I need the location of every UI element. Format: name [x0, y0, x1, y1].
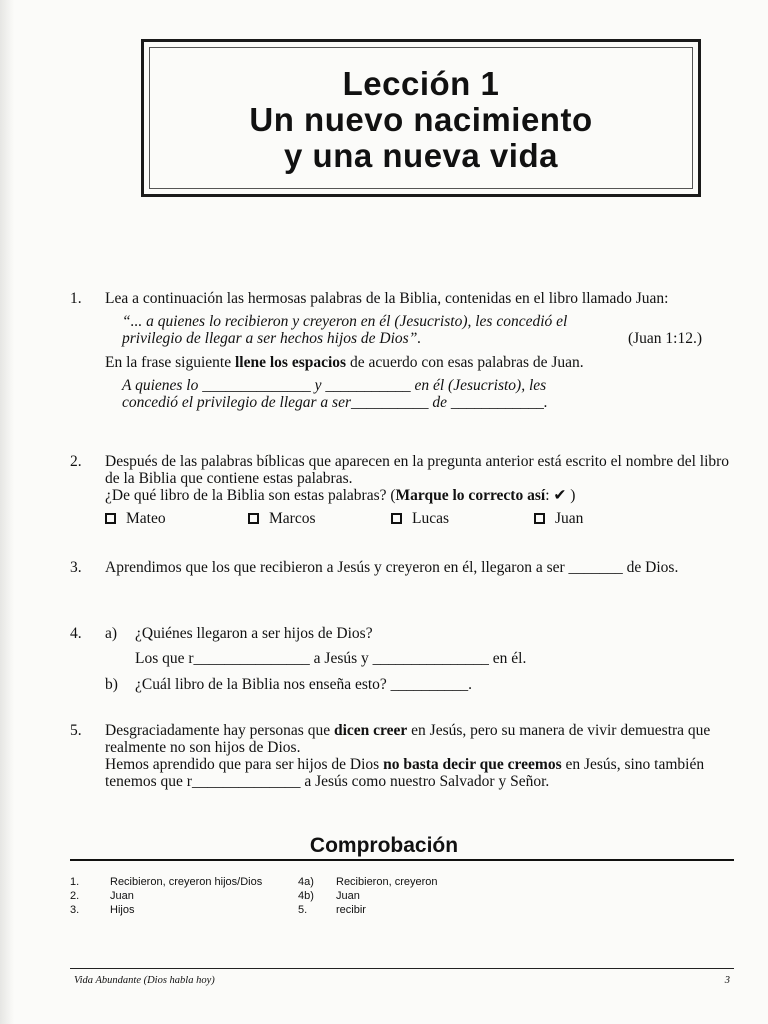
question-number: 1.: [70, 290, 82, 307]
bible-quote-line1: “... a quienes lo recibieron y creyeron en él (Jesucristo), les concedió el: [122, 313, 568, 330]
footer-book-title: Vida Abundante (Dios habla hoy): [74, 975, 215, 986]
bible-quote-reference: (Juan 1:12.): [627, 330, 702, 347]
answer-key: [70, 875, 496, 917]
fill-in-sentence: [122, 377, 730, 411]
fill-in-line1: A quienes lo ______________ y ___________ en él (Jesucristo), les: [122, 377, 547, 394]
checkbox-icon[interactable]: [105, 513, 116, 524]
option-juan[interactable]: [534, 510, 677, 527]
bible-quote-line2: privilegio de llegar a ser hechos hijos de Dios”.: [122, 330, 422, 347]
title-box: [141, 39, 701, 197]
question-5-paragraph2: Hemos aprendido que para ser hijos de Dios no basta decir que creemos en Jesús, sino también tenemos que r______________ a Jesús como nuestro Salvador y Señor.: [105, 756, 705, 790]
question-number: 5.: [70, 722, 82, 739]
question-3-text: Aprendimos que los que recibieron a Jesús y creyeron en él, llegaron a ser _______ de Dios.: [105, 559, 679, 576]
question-2-ask: ¿De qué libro de la Biblia son estas palabras? (Marque lo correcto así: ✔ ): [105, 487, 576, 504]
question-1-instruction: En la frase siguiente llene los espacios de acuerdo con esas palabras de Juan.: [105, 354, 584, 371]
option-marcos[interactable]: [248, 510, 391, 527]
option-label: Mateo: [126, 510, 166, 527]
question-4a-text: ¿Quiénes llegaron a ser hijos de Dios?: [135, 625, 373, 642]
part-a-label: a): [105, 625, 118, 642]
question-4a-fill: Los que r_______________ a Jesús y _______________ en él.: [135, 650, 527, 667]
option-label: Marcos: [269, 510, 316, 527]
option-mateo[interactable]: [105, 510, 248, 527]
question-2-text: Después de las palabras bíblicas que aparecen en la pregunta anterior está escrito el nombre del libro de la Biblia que contiene estas palabras.: [105, 453, 730, 487]
book-options: [105, 510, 730, 527]
question-number: 4.: [70, 625, 82, 642]
question-1-intro: Lea a continuación las hermosas palabras de la Biblia, contenidas en el libro llamado Juan:: [105, 290, 669, 307]
lesson-title-line3: y una nueva vida: [284, 137, 558, 174]
part-b-label: b): [105, 676, 118, 693]
answer-row: 2. Juan 4b) Juan: [70, 890, 360, 902]
checkbox-icon[interactable]: [248, 513, 259, 524]
lesson-title-line2: Un nuevo nacimiento: [249, 101, 593, 138]
fill-in-line2: concedió el privilegio de llegar a ser__________ de ____________.: [122, 394, 548, 411]
question-number: 3.: [70, 559, 82, 576]
option-label: Lucas: [412, 510, 450, 527]
question-1: [70, 290, 730, 411]
answer-row: 3. Hijos 5. recibir: [70, 904, 366, 916]
checkbox-icon[interactable]: [391, 513, 402, 524]
lesson-number: Lección 1: [342, 65, 500, 102]
question-5-paragraph1: Desgraciadamente hay personas que dicen creer en Jesús, pero su manera de vivir demuestra que realmente no son hijos de Dios.: [105, 722, 711, 756]
page-footer: [74, 975, 730, 986]
option-lucas[interactable]: [391, 510, 534, 527]
option-label: Juan: [555, 510, 584, 527]
page-number: 3: [724, 975, 730, 986]
lesson-title: [144, 66, 698, 174]
question-3: [70, 559, 730, 576]
answer-key-heading: Comprobación: [309, 834, 459, 857]
answer-row: 1. Recibieron, creyeron hijos/Dios 4a) Recibieron, creyeron: [70, 876, 438, 888]
question-4b-text: ¿Cuál libro de la Biblia nos enseña esto? __________.: [135, 676, 473, 693]
question-number: 2.: [70, 453, 82, 470]
page-edge-shadow: [0, 0, 14, 1024]
question-5: [70, 722, 730, 790]
question-2: [70, 453, 730, 527]
question-4: [70, 625, 730, 695]
bible-quote: [122, 313, 730, 347]
footer-rule: [70, 968, 734, 969]
checkbox-icon[interactable]: [534, 513, 545, 524]
heading-rule: [70, 859, 734, 861]
